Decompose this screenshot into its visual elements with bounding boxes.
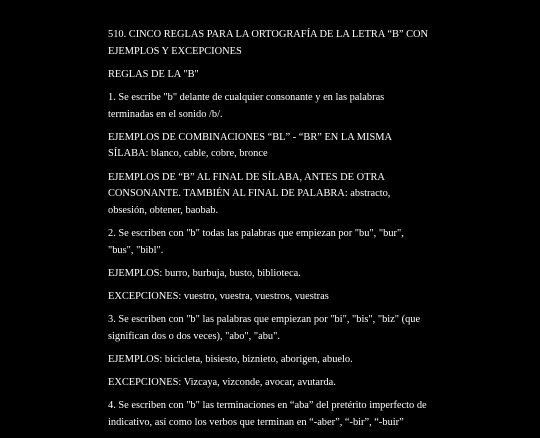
- paragraph: EJEMPLOS DE “B” AL FINAL DE SÍLABA, ANTES DE OTRA CONSONANTE. TAMBIÉN AL FINAL DE PALABRA: abstracto, obsesión, obtener, baobab.: [108, 171, 391, 216]
- paragraph: EJEMPLOS: bicicleta, bisiesto, biznieto, aborigen, abuelo.: [108, 353, 353, 365]
- paragraph: EJEMPLOS: burro, burbuja, busto, biblioteca.: [108, 267, 301, 279]
- section-heading: REGLAS DE LA "B": [108, 68, 199, 80]
- paragraph: EXCEPCIONES: Vizcaya, vizconde, avocar, avutarda.: [108, 377, 336, 389]
- paragraph: EJEMPLOS DE COMBINACIONES “BL” - “BR” EN LA MISMA SÍLABA: blanco, cable, cobre, bronce: [108, 131, 392, 160]
- paragraph: 1. Se escribe "b" delante de cualquier consonante y en las palabras terminadas en el sonido /b/.: [108, 91, 385, 120]
- document-body: [108, 27, 430, 438]
- paragraph: EXCEPCIONES: vuestro, vuestra, vuestros, vuestras: [108, 290, 329, 302]
- document-title: 510. CINCO REGLAS PARA LA ORTOGRAFÍA DE LA LETRA “B” CON EJEMPLOS Y EXCEPCIONES: [108, 29, 429, 57]
- paragraph: 2. Se escriben con "b" todas las palabras que empiezan por "bu", "bur", "bus", "bibl".: [108, 227, 404, 256]
- paragraph: 3. Se escriben con "b" las palabras que empiezan por "bi", "bis", "biz" (que significan dos o dos veces), "abo", "abu".: [108, 314, 421, 342]
- paragraph: 4. Se escriben con "b" las terminaciones en “aba” del pretérito imperfecto de indicativo, así como los verbos que terminan en “-aber”, “-bir”, “-buir”: [108, 400, 427, 428]
